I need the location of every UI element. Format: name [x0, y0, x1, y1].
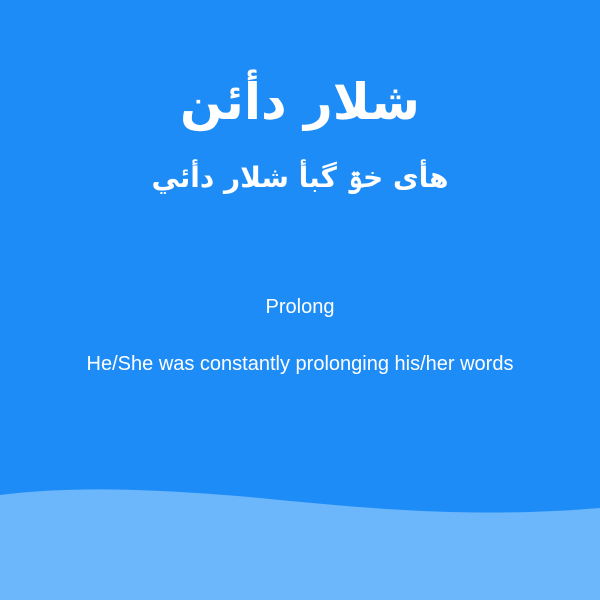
english-meaning: Prolong	[265, 296, 335, 318]
wave-decoration	[0, 470, 600, 600]
wave-shape	[0, 489, 600, 600]
example-sentence: هأی خۊ گبأ شلار دأئي	[151, 161, 449, 194]
word-title: شلار دأئن	[180, 73, 420, 131]
sentence-translation: He/She was constantly prolonging his/her words	[86, 353, 514, 375]
